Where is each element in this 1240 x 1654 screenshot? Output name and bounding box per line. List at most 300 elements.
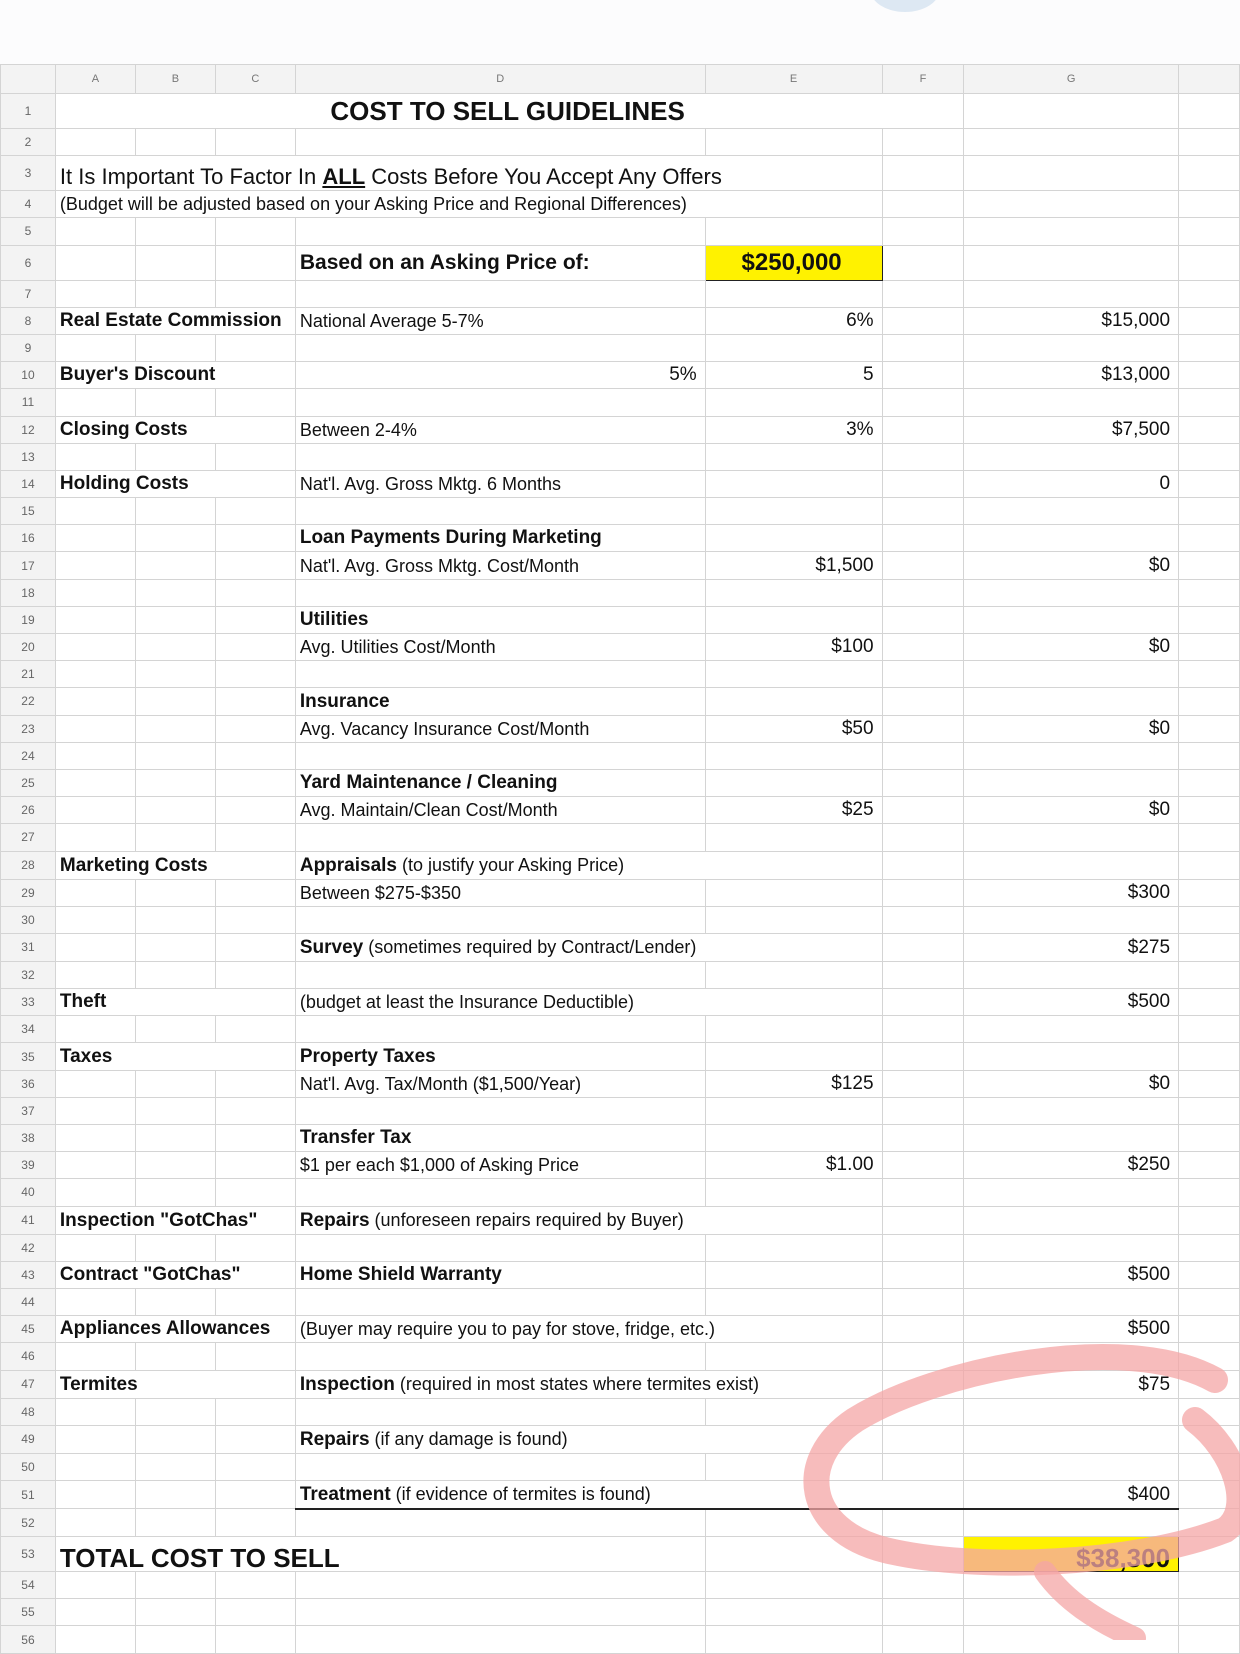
cell[interactable] [1179,1206,1240,1234]
row-header[interactable]: 48 [1,1398,56,1425]
cell[interactable] [135,797,215,824]
cell[interactable] [135,1509,215,1537]
cell[interactable] [882,307,964,334]
rate-commission[interactable]: 6% [705,307,882,334]
cell[interactable] [882,245,964,280]
title-loan[interactable]: Loan Payments During Marketing [295,525,705,552]
row-header[interactable]: 33 [1,989,56,1016]
cell[interactable] [964,1453,1179,1480]
cell[interactable] [135,1097,215,1124]
cell[interactable] [882,742,964,769]
cell[interactable] [705,1626,882,1653]
cell[interactable] [55,498,135,525]
cell[interactable] [882,1097,964,1124]
cell[interactable] [1179,661,1240,688]
desc-commission[interactable]: National Average 5-7% [295,307,705,334]
cell[interactable] [882,851,964,879]
row-header[interactable]: 16 [1,525,56,552]
cell[interactable] [882,1125,964,1152]
cell[interactable] [215,1288,295,1315]
row-header[interactable]: 5 [1,218,56,245]
cell[interactable] [215,1097,295,1124]
cell[interactable] [1179,156,1240,191]
cell[interactable] [882,1626,964,1653]
cell[interactable] [55,389,135,416]
cell[interactable] [55,1097,135,1124]
row-header[interactable]: 51 [1,1480,56,1509]
row-header[interactable]: 54 [1,1572,56,1599]
cell[interactable] [55,1343,135,1370]
cell[interactable] [1179,634,1240,661]
cell[interactable] [1179,579,1240,606]
cell[interactable] [1179,1097,1240,1124]
cell[interactable] [964,1572,1179,1599]
cell[interactable] [135,1016,215,1043]
desc-appraisals[interactable]: Between $275-$350 [295,879,705,906]
cell[interactable] [215,129,295,156]
cell[interactable] [705,961,882,988]
cell[interactable] [964,769,1179,796]
cell[interactable] [882,634,964,661]
title-property-taxes[interactable]: Property Taxes [295,1043,705,1070]
cell[interactable] [1179,94,1240,129]
amount-termite-inspection[interactable]: $75 [964,1370,1179,1398]
cell[interactable] [705,1599,882,1626]
cell[interactable] [215,1599,295,1626]
cell[interactable] [135,552,215,579]
title-termite-inspection-cell[interactable] [295,1370,882,1398]
cell[interactable] [215,218,295,245]
cell[interactable] [295,1097,705,1124]
cell[interactable] [55,280,135,307]
cell[interactable] [964,498,1179,525]
title-treatment-cell[interactable] [295,1480,964,1509]
cell[interactable] [882,1343,964,1370]
sheet-title[interactable]: COST TO SELL GUIDELINES [55,94,963,129]
cell[interactable] [1179,1070,1240,1097]
cell[interactable] [964,1425,1179,1453]
category-marketing[interactable]: Marketing Costs [55,851,295,879]
cell[interactable] [705,389,882,416]
cell[interactable] [55,961,135,988]
cell[interactable] [1179,129,1240,156]
cell[interactable] [215,797,295,824]
cell[interactable] [882,280,964,307]
cell[interactable] [55,906,135,933]
row-header[interactable]: 40 [1,1179,56,1206]
row-header[interactable]: 12 [1,416,56,443]
cell[interactable] [55,634,135,661]
cell[interactable] [55,1179,135,1206]
cell[interactable] [882,1398,964,1425]
cell[interactable] [1179,1398,1240,1425]
amount-home-shield[interactable]: $500 [964,1261,1179,1288]
cell[interactable] [135,715,215,742]
cell[interactable] [1179,906,1240,933]
row-header[interactable]: 13 [1,443,56,470]
cell[interactable] [55,661,135,688]
cell[interactable] [55,769,135,796]
cell[interactable] [215,715,295,742]
title-survey-cell[interactable] [295,933,882,961]
cell[interactable] [135,961,215,988]
cell[interactable] [964,525,1179,552]
desc-utilities[interactable]: Avg. Utilities Cost/Month [295,634,705,661]
cell[interactable] [135,1152,215,1179]
cell[interactable] [705,688,882,715]
cell[interactable] [55,1152,135,1179]
cell[interactable] [215,1509,295,1537]
cell[interactable] [882,1509,964,1537]
rate-transfer-tax[interactable]: $1.00 [705,1152,882,1179]
cell[interactable] [1179,1626,1240,1653]
desc-insurance[interactable]: Avg. Vacancy Insurance Cost/Month [295,715,705,742]
cell[interactable] [882,879,964,906]
desc-appliances[interactable]: (Buyer may require you to pay for stove, fridge, etc.) [295,1316,882,1343]
cell[interactable] [215,769,295,796]
cell[interactable] [882,606,964,633]
cell[interactable] [964,1343,1179,1370]
select-all-corner[interactable] [1,65,56,94]
row-header[interactable]: 4 [1,191,56,218]
cell[interactable] [1179,1043,1240,1070]
cell[interactable] [705,1125,882,1152]
cell[interactable] [705,879,882,906]
cell[interactable] [295,1398,705,1425]
cell[interactable] [882,1234,964,1261]
column-header-d[interactable]: D [295,65,705,94]
cell[interactable] [882,389,964,416]
row-header[interactable]: 42 [1,1234,56,1261]
row-header[interactable]: 25 [1,769,56,796]
row-header[interactable]: 21 [1,661,56,688]
row-header[interactable]: 49 [1,1425,56,1453]
cell[interactable] [1179,1016,1240,1043]
cell[interactable] [135,634,215,661]
cell[interactable] [882,1152,964,1179]
asking-price-value[interactable]: $250,000 [705,245,882,280]
cell[interactable] [55,1070,135,1097]
category-discount[interactable]: Buyer's Discount [55,362,295,389]
intro-note[interactable]: (Budget will be adjusted based on your Asking Price and Regional Differences) [55,191,882,218]
cell[interactable] [1179,218,1240,245]
cell[interactable] [882,1043,964,1070]
cell[interactable] [135,579,215,606]
cell[interactable] [55,1599,135,1626]
category-termites[interactable]: Termites [55,1370,295,1398]
cell[interactable] [705,769,882,796]
cell[interactable] [1179,245,1240,280]
rate-property-taxes[interactable]: $125 [705,1070,882,1097]
cell[interactable] [135,1288,215,1315]
cell[interactable] [1179,1480,1240,1509]
cell[interactable] [964,742,1179,769]
amount-yard[interactable]: $0 [964,797,1179,824]
row-header[interactable]: 1 [1,94,56,129]
cell[interactable] [135,769,215,796]
asking-price-label[interactable]: Based on an Asking Price of: [295,245,705,280]
cell[interactable] [705,525,882,552]
title-insurance[interactable]: Insurance [295,688,705,715]
cell[interactable] [135,742,215,769]
cell[interactable] [964,1626,1179,1653]
row-header[interactable]: 26 [1,797,56,824]
cell[interactable] [882,1572,964,1599]
cell[interactable] [215,1234,295,1261]
row-header[interactable]: 6 [1,245,56,280]
category-contract[interactable]: Contract "GotChas" [55,1261,295,1288]
desc-discount-pct[interactable]: 5% [295,362,705,389]
title-utilities[interactable]: Utilities [295,606,705,633]
cell[interactable] [705,661,882,688]
cell[interactable] [1179,742,1240,769]
cell[interactable] [705,334,882,361]
cell[interactable] [964,245,1179,280]
row-header[interactable]: 50 [1,1453,56,1480]
cell[interactable] [215,579,295,606]
row-header[interactable]: 22 [1,688,56,715]
cell[interactable] [882,579,964,606]
amount-closing[interactable]: $7,500 [964,416,1179,443]
row-header[interactable]: 15 [1,498,56,525]
cell[interactable] [705,498,882,525]
category-closing[interactable]: Closing Costs [55,416,295,443]
cell[interactable] [964,1097,1179,1124]
cell[interactable] [1179,416,1240,443]
row-header[interactable]: 41 [1,1206,56,1234]
cell[interactable] [964,1234,1179,1261]
cell[interactable] [215,688,295,715]
row-header[interactable]: 9 [1,334,56,361]
cell[interactable] [964,961,1179,988]
cell[interactable] [135,245,215,280]
cell[interactable] [135,1398,215,1425]
cell[interactable] [882,1453,964,1480]
cell[interactable] [882,470,964,497]
cell[interactable] [295,280,705,307]
cell[interactable] [1179,470,1240,497]
row-header[interactable]: 44 [1,1288,56,1315]
cell[interactable] [1179,1572,1240,1599]
column-header-c[interactable]: C [215,65,295,94]
cell[interactable] [882,191,964,218]
cell[interactable] [55,606,135,633]
cell[interactable] [215,824,295,851]
cell[interactable] [295,1343,705,1370]
cell[interactable] [964,851,1179,879]
cell[interactable] [135,1343,215,1370]
category-commission[interactable]: Real Estate Commission [55,307,295,334]
cell[interactable] [882,769,964,796]
cell[interactable] [882,1206,964,1234]
row-header[interactable]: 39 [1,1152,56,1179]
cell[interactable] [882,129,964,156]
cell[interactable] [964,1288,1179,1315]
cell[interactable] [705,906,882,933]
cell[interactable] [882,156,964,191]
cell[interactable] [295,824,705,851]
cell[interactable] [135,1453,215,1480]
title-appraisals-cell[interactable] [295,851,882,879]
row-header[interactable]: 29 [1,879,56,906]
cell[interactable] [215,552,295,579]
cell[interactable] [215,1179,295,1206]
cell[interactable] [705,443,882,470]
title-home-shield[interactable]: Home Shield Warranty [295,1261,705,1288]
category-taxes[interactable]: Taxes [55,1043,295,1070]
cell[interactable] [882,688,964,715]
cell[interactable] [135,1626,215,1653]
cell[interactable] [964,389,1179,416]
cell[interactable] [705,742,882,769]
cell[interactable] [882,498,964,525]
row-header[interactable]: 55 [1,1599,56,1626]
row-header[interactable]: 28 [1,851,56,879]
cell[interactable] [882,824,964,851]
cell[interactable] [135,906,215,933]
cell[interactable] [1179,1152,1240,1179]
cell[interactable] [55,879,135,906]
cell[interactable] [55,218,135,245]
cell[interactable] [705,470,882,497]
cell[interactable] [705,1537,882,1572]
cell[interactable] [295,1288,705,1315]
cell[interactable] [215,1398,295,1425]
cell[interactable] [1179,851,1240,879]
cell[interactable] [55,1509,135,1537]
cell[interactable] [295,498,705,525]
row-header[interactable]: 38 [1,1125,56,1152]
cell[interactable] [215,879,295,906]
cell[interactable] [215,1425,295,1453]
cell[interactable] [1179,498,1240,525]
row-header[interactable]: 8 [1,307,56,334]
cell[interactable] [705,1179,882,1206]
cell[interactable] [215,1453,295,1480]
row-header[interactable]: 32 [1,961,56,988]
row-header[interactable]: 17 [1,552,56,579]
cell[interactable] [882,1425,964,1453]
cell[interactable] [705,1234,882,1261]
cell[interactable] [55,1626,135,1653]
row-header[interactable]: 19 [1,606,56,633]
column-header-b[interactable]: B [135,65,215,94]
cell[interactable] [295,1453,705,1480]
cell[interactable] [964,1398,1179,1425]
cell[interactable] [295,661,705,688]
amount-transfer-tax[interactable]: $250 [964,1152,1179,1179]
cell[interactable] [55,334,135,361]
amount-insurance[interactable]: $0 [964,715,1179,742]
cell[interactable] [882,1537,964,1572]
cell[interactable] [135,933,215,961]
cell[interactable] [135,1425,215,1453]
cell[interactable] [215,661,295,688]
amount-appliances[interactable]: $500 [964,1316,1179,1343]
cell[interactable] [135,280,215,307]
cell[interactable] [215,280,295,307]
cell[interactable] [55,1398,135,1425]
cell[interactable] [55,129,135,156]
cell[interactable] [964,661,1179,688]
cell[interactable] [705,1398,882,1425]
cell[interactable] [882,933,964,961]
cell[interactable] [705,1509,882,1537]
desc-loan[interactable]: Nat'l. Avg. Gross Mktg. Cost/Month [295,552,705,579]
amount-survey[interactable]: $275 [964,933,1179,961]
cell[interactable] [215,933,295,961]
cell[interactable] [55,688,135,715]
cell[interactable] [1179,1316,1240,1343]
title-yard[interactable]: Yard Maintenance / Cleaning [295,769,705,796]
cell[interactable] [882,1261,964,1288]
cell[interactable] [1179,552,1240,579]
cell[interactable] [705,129,882,156]
cell[interactable] [55,824,135,851]
cell[interactable] [882,797,964,824]
cell[interactable] [964,824,1179,851]
cell[interactable] [215,1070,295,1097]
cell[interactable] [705,824,882,851]
cell[interactable] [215,1016,295,1043]
amount-commission[interactable]: $15,000 [964,307,1179,334]
cell[interactable] [55,525,135,552]
row-header[interactable]: 34 [1,1016,56,1043]
cell[interactable] [215,634,295,661]
cell[interactable] [964,334,1179,361]
cell[interactable] [964,1599,1179,1626]
cell[interactable] [705,1097,882,1124]
cell[interactable] [135,824,215,851]
rate-yard[interactable]: $25 [705,797,882,824]
cell[interactable] [964,191,1179,218]
row-header[interactable]: 31 [1,933,56,961]
cell[interactable] [882,989,964,1016]
desc-transfer-tax[interactable]: $1 per each $1,000 of Asking Price [295,1152,705,1179]
cell[interactable] [135,879,215,906]
cell[interactable] [215,389,295,416]
cell[interactable] [1179,1343,1240,1370]
cell[interactable] [295,961,705,988]
row-header[interactable]: 11 [1,389,56,416]
cell[interactable] [55,742,135,769]
cell[interactable] [55,715,135,742]
cell[interactable] [705,280,882,307]
cell[interactable] [882,1316,964,1343]
cell[interactable] [964,129,1179,156]
cell[interactable] [964,443,1179,470]
column-header-f[interactable]: F [882,65,964,94]
cell[interactable] [215,1480,295,1509]
cell[interactable] [55,797,135,824]
cell[interactable] [135,389,215,416]
cell[interactable] [215,1626,295,1653]
row-header[interactable]: 46 [1,1343,56,1370]
row-header[interactable]: 24 [1,742,56,769]
cell[interactable] [882,362,964,389]
cell[interactable] [295,1509,705,1537]
cell[interactable] [215,906,295,933]
desc-yard[interactable]: Avg. Maintain/Clean Cost/Month [295,797,705,824]
cell[interactable] [55,552,135,579]
cell[interactable] [55,1425,135,1453]
cell[interactable] [1179,280,1240,307]
cell[interactable] [55,1125,135,1152]
category-holding[interactable]: Holding Costs [55,470,295,497]
row-header[interactable]: 56 [1,1626,56,1653]
cell[interactable] [882,1179,964,1206]
cell[interactable] [1179,1370,1240,1398]
